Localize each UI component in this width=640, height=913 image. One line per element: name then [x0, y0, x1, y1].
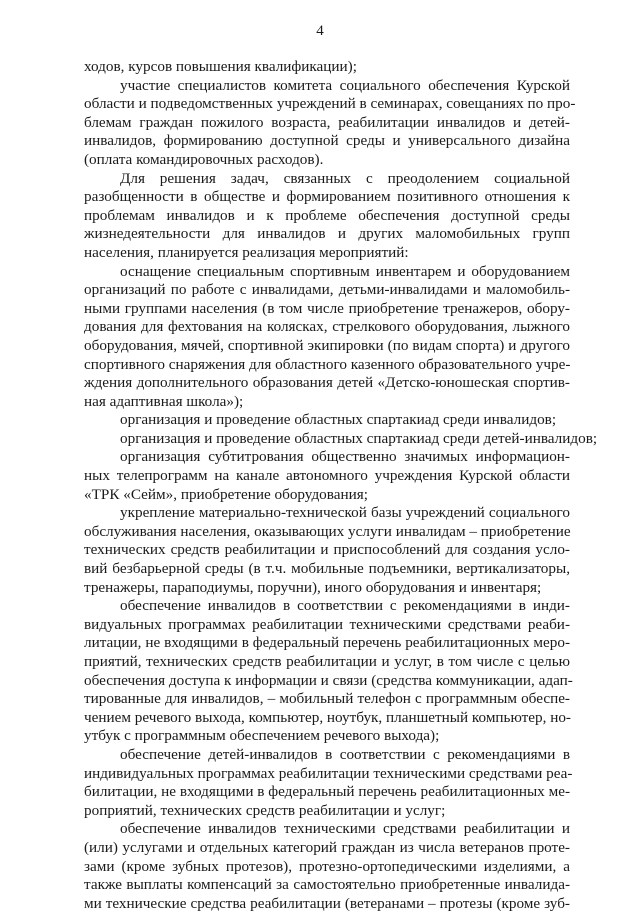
text-line: обеспечение инвалидов в соответствии с рекомендациями в инди-	[120, 597, 570, 615]
paragraph	[84, 58, 570, 77]
text-line: индивидуальных программах реабилитации техническими средствами реа-	[84, 764, 573, 782]
text-line: утбук с программным обеспечением речевого выхода);	[84, 727, 440, 745]
paragraph	[84, 411, 570, 430]
text-line: ными группами населения (в том числе приобретение тренажеров, обору-	[84, 299, 570, 317]
text-line: дования для фехтования на колясках, стрелкового оборудования, лыжного	[84, 318, 570, 336]
document-body	[84, 58, 598, 913]
text-line: ждения дополнительного образования детей «Детско-юношеская спортив-	[84, 374, 570, 392]
paragraph	[84, 504, 570, 597]
text-line: области и подведомственных учреждений в семинарах, совещаниях по про-	[84, 95, 576, 113]
text-line: укрепление материально-технической базы учреждений социального	[120, 504, 570, 522]
text-line: Для решения задач, связанных с преодолением социальной	[120, 169, 570, 187]
text-line: обеспечения доступа к информации и связи (средства коммуникации, адап-	[84, 671, 573, 689]
text-line: ная адаптивная школа»);	[84, 392, 244, 410]
text-line: населения, планируется реализация мероприятий:	[84, 243, 409, 261]
text-line: вий безбарьерной среды (в т.ч. мобильные подъемники, вертикализаторы,	[84, 560, 570, 578]
text-line: организация и проведение областных спартакиад среди детей-инвалидов;	[120, 429, 598, 447]
paragraph	[84, 170, 570, 263]
text-line: тренажеры, параподиумы, поручни), иного оборудования и инвентаря;	[84, 578, 542, 596]
text-line: (оплата командировочных расходов).	[84, 150, 324, 168]
text-line: видуальных программах реабилитации техническими средствами реаби-	[84, 615, 570, 633]
paragraph	[84, 76, 576, 170]
page-number: 4	[316, 23, 324, 39]
paragraph	[84, 597, 573, 746]
text-line: обеспечение инвалидов техническими средствами реабилитации и	[120, 820, 570, 838]
text-line: оснащение специальным спортивным инвентарем и оборудованием	[120, 262, 570, 280]
paragraph	[84, 820, 570, 913]
text-line: технических средств реабилитации и приспособлений для создания усло-	[84, 541, 570, 559]
text-line: «ТРК «Сейм», приобретение оборудования;	[84, 485, 368, 503]
text-line: организация субтитрования общественно значимых информацион-	[120, 448, 570, 466]
text-line: инвалидов, формированию доступной среды и универсального дизайна	[84, 132, 570, 150]
text-line: спортивного снаряжения для областного казенного образовательного учре-	[84, 355, 571, 373]
text-line: обеспечение детей-инвалидов в соответствии с рекомендациями в	[120, 745, 570, 763]
text-line: организация и проведение областных спартакиад среди инвалидов;	[120, 411, 557, 429]
text-line: оборудования, мячей, спортивной экипировки (по видам спорта) и другого	[84, 336, 570, 354]
text-line: жизнедеятельности для инвалидов и других маломобильных групп	[84, 225, 570, 243]
text-line: (или) услугами и отдельных категорий граждан из числа ветеранов протe-	[84, 838, 570, 856]
text-line: также выплаты компенсаций за самостоятельно приобретенные инвалида-	[84, 876, 570, 894]
paragraph	[84, 448, 570, 504]
text-line: обслуживания населения, оказывающих услуги инвалидам – приобретение	[84, 522, 571, 540]
text-line: тированные для инвалидов, – мобильный телефон с программным обеспе-	[84, 690, 570, 708]
paragraph	[84, 745, 573, 820]
text-line: роприятий, технических средств реабилитации и услуг;	[84, 801, 446, 819]
text-line: зами (кроме зубных протезов), протезно-ортопедическими изделиями, а	[84, 857, 570, 875]
text-line: организаций по работе с инвалидами, детьми-инвалидами и маломобиль-	[84, 281, 570, 299]
text-line: проблемам инвалидов и к проблеме обеспечения доступной среды	[84, 206, 570, 224]
text-line: блемам граждан пожилого возраста, реабилитации инвалидов и детей-	[84, 113, 570, 131]
paragraph	[84, 263, 570, 412]
text-line: билитации, не входящими в федеральный перечень реабилитационных ме-	[84, 783, 570, 801]
text-line: литации, не входящими в федеральный перечень реабилитационных меро-	[84, 634, 570, 652]
text-line: участие специалистов комитета социального обеспечения Курской	[120, 76, 570, 94]
text-line: приятий, технических средств реабилитации и услуг, в том числе с целью	[84, 653, 570, 670]
text-line: разобщенности в обществе и формированием позитивного отношения к	[84, 188, 570, 206]
text-line: чением речевого выхода, компьютер, ноутбук, планшетный компьютер, но-	[84, 708, 571, 726]
text-line: ных телепрограмм на канале автономного учреждения Курской области	[84, 467, 570, 485]
text-line: ми технические средства реабилитации (ветеранами – протезы (кроме зуб-	[84, 894, 570, 912]
paragraph	[84, 429, 598, 449]
text-line: ходов, курсов повышения квалификации);	[84, 58, 357, 75]
